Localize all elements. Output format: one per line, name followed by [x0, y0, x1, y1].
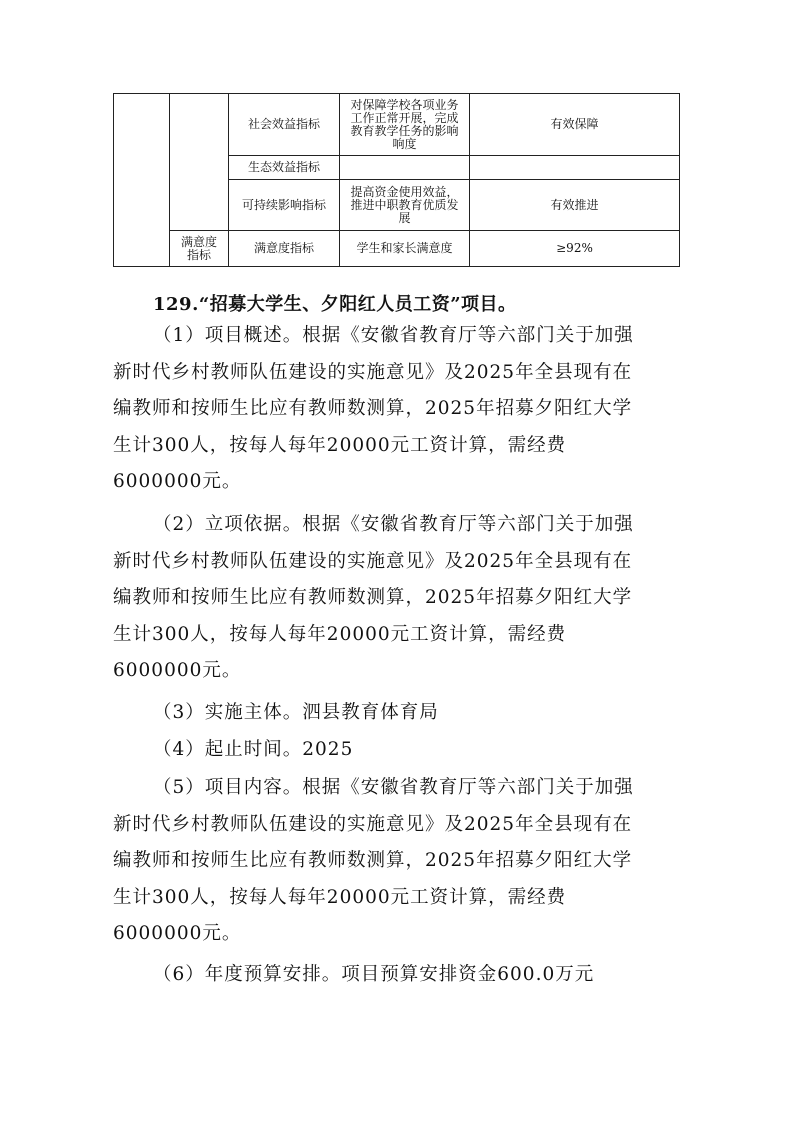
paragraph-period [113, 732, 683, 769]
paragraph-line: 生计300人，按每人每年20000元工资计算，需经费 [113, 623, 567, 645]
paragraph-line: 编教师和按师生比应有教师数测算，2025年招募夕阳红大学 [113, 850, 633, 872]
section-heading: 129.“招募大学生、夕阳红人员工资”项目。 [153, 294, 517, 315]
paragraph-line: （4）起止时间。2025 [153, 739, 354, 760]
paragraph-entity [113, 695, 683, 732]
table-cell: 满意度指标 [170, 231, 229, 267]
paragraph-line: 生计300人，按每人每年20000元工资计算，需经费 [113, 434, 567, 456]
table-cell: 满意度指标 [229, 231, 340, 267]
paragraph-line: 6000000元。 [113, 471, 242, 493]
paragraph-line: （5）项目内容。根据《安徽省教育厅等六部门关于加强 [153, 777, 634, 798]
table-cell [470, 156, 680, 180]
paragraph-budget [113, 957, 683, 994]
paragraph-line: 新时代乡村教师队伍建设的实施意见》及2025年全县现有在 [113, 813, 633, 835]
paragraph-basis [113, 507, 683, 690]
table-cell: 对保障学校各项业务工作正常开展，完成教育教学任务的影响响度 [340, 94, 470, 156]
paragraph-content [113, 770, 683, 953]
table-cell: 有效保障 [470, 94, 680, 156]
table-cell-empty [170, 94, 229, 231]
table-cell: ≥92% [470, 231, 680, 267]
paragraph-line: 编教师和按师生比应有教师数测算，2025年招募夕阳红大学 [113, 587, 633, 609]
paragraph-line: 6000000元。 [113, 660, 242, 682]
table-row [114, 94, 680, 156]
paragraph-line: 新时代乡村教师队伍建设的实施意见》及2025年全县现有在 [113, 550, 633, 572]
paragraph-line: （1）项目概述。根据《安徽省教育厅等六部门关于加强 [153, 325, 634, 346]
table-row [114, 231, 680, 267]
paragraph-line: 生计300人，按每人每年20000元工资计算，需经费 [113, 886, 567, 908]
table-cell-empty [114, 94, 170, 267]
performance-indicator-table [113, 93, 680, 267]
paragraph-line: （3）实施主体。泗县教育体育局 [153, 702, 439, 723]
table-cell: 可持续影响指标 [229, 180, 340, 231]
table-cell [340, 156, 470, 180]
table-cell: 社会效益指标 [229, 94, 340, 156]
table-cell: 有效推进 [470, 180, 680, 231]
table-cell: 生态效益指标 [229, 156, 340, 180]
table-cell: 提高资金使用效益，推进中职教育优质发展 [340, 180, 470, 231]
paragraph-line: 新时代乡村教师队伍建设的实施意见》及2025年全县现有在 [113, 361, 633, 383]
paragraph-line: （6）年度预算安排。项目预算安排资金600.0万元 [153, 964, 595, 985]
paragraph-line: 编教师和按师生比应有教师数测算，2025年招募夕阳红大学 [113, 398, 633, 420]
paragraph-line: （2）立项依据。根据《安徽省教育厅等六部门关于加强 [153, 514, 634, 535]
table-cell: 学生和家长满意度 [340, 231, 470, 267]
paragraph-line: 6000000元。 [113, 923, 242, 945]
paragraph-overview [113, 318, 683, 501]
